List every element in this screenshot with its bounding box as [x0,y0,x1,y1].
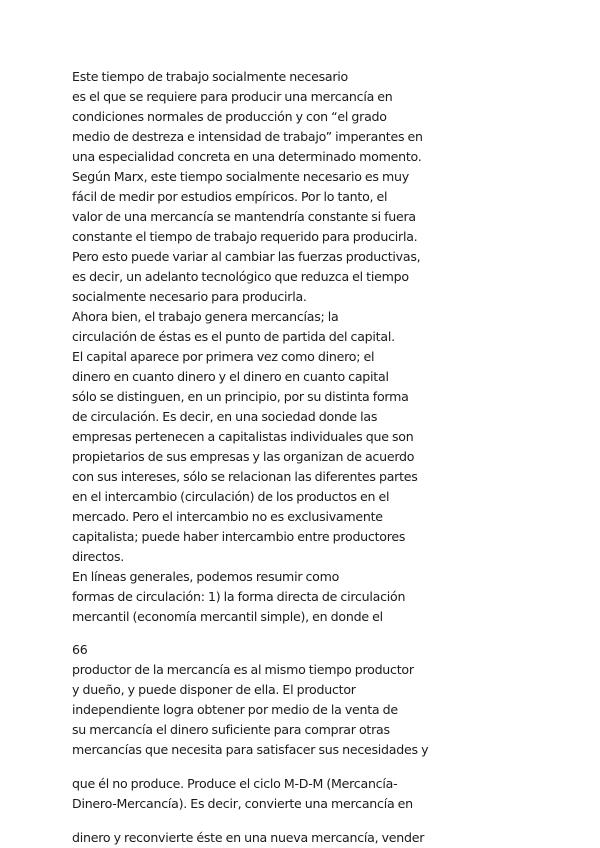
text-line: es el que se requiere para producir una mercancía en [72,89,393,104]
text-line: una especialidad concreta en una determinado momento. [72,149,422,164]
text-line: que él no produce. Produce el ciclo M-D-M (Mercancía- [72,776,398,791]
text-line: En líneas generales, podemos resumir como [72,569,340,584]
text-line: dinero y reconvierte éste en una nueva mercancía, vender [72,830,425,845]
text-line: productor de la mercancía es al mismo tiempo productor [72,662,414,677]
text-line: independiente logra obtener por medio de la venta de [72,702,398,717]
text-line: formas de circulación: 1) la forma directa de circulación [72,589,406,604]
text-line: medio de destreza e intensidad de trabajo” imperantes en [72,129,423,144]
text-line: socialmente necesario para producirla. [72,289,307,304]
text-line: Ahora bien, el trabajo genera mercancías; la [72,309,339,324]
text-line: empresas pertenecen a capitalistas individuales que son [72,429,414,444]
text-line: fácil de medir por estudios empíricos. Por lo tanto, el [72,189,388,204]
text-line: mercancías que necesita para satisfacer sus necesidades y [72,742,429,757]
text-line: con sus intereses, sólo se relacionan las diferentes partes [72,469,418,484]
text-line: El capital aparece por primera vez como dinero; el [72,349,375,364]
text-line: valor de una mercancía se mantendría constante si fuera [72,209,416,224]
page-number: 66 [72,642,88,657]
text-line: y dueño, y puede disponer de ella. El productor [72,682,356,697]
text-line: Dinero-Mercancía). Es decir, convierte una mercancía en [72,796,413,811]
text-line: Pero esto puede variar al cambiar las fuerzas productivas, [72,249,421,264]
text-line: de circulación. Es decir, en una sociedad donde las [72,409,378,424]
text-line: dinero en cuanto dinero y el dinero en cuanto capital [72,369,389,384]
text-line: propietarios de sus empresas y las organizan de acuerdo [72,449,415,464]
text-line: Este tiempo de trabajo socialmente necesario [72,69,349,84]
text-line: mercantil (economía mercantil simple), en donde el [72,609,383,624]
text-line: sólo se distinguen, en un principio, por su distinta forma [72,389,409,404]
text-line: en el intercambio (circulación) de los productos en el [72,489,390,504]
text-line: es decir, un adelanto tecnológico que reduzca el tiempo [72,269,409,284]
text-line: circulación de éstas es el punto de partida del capital. [72,329,395,344]
text-line: mercado. Pero el intercambio no es exclusivamente [72,509,383,524]
text-line: Según Marx, este tiempo socialmente necesario es muy [72,169,409,184]
text-line: constante el tiempo de trabajo requerido para producirla. [72,229,418,244]
text-line: condiciones normales de producción y con “el grado [72,109,387,124]
text-line: su mercancía el dinero suficiente para comprar otras [72,722,390,737]
text-line: capitalista; puede haber intercambio entre productores [72,529,406,544]
text-line: directos. [72,549,125,564]
